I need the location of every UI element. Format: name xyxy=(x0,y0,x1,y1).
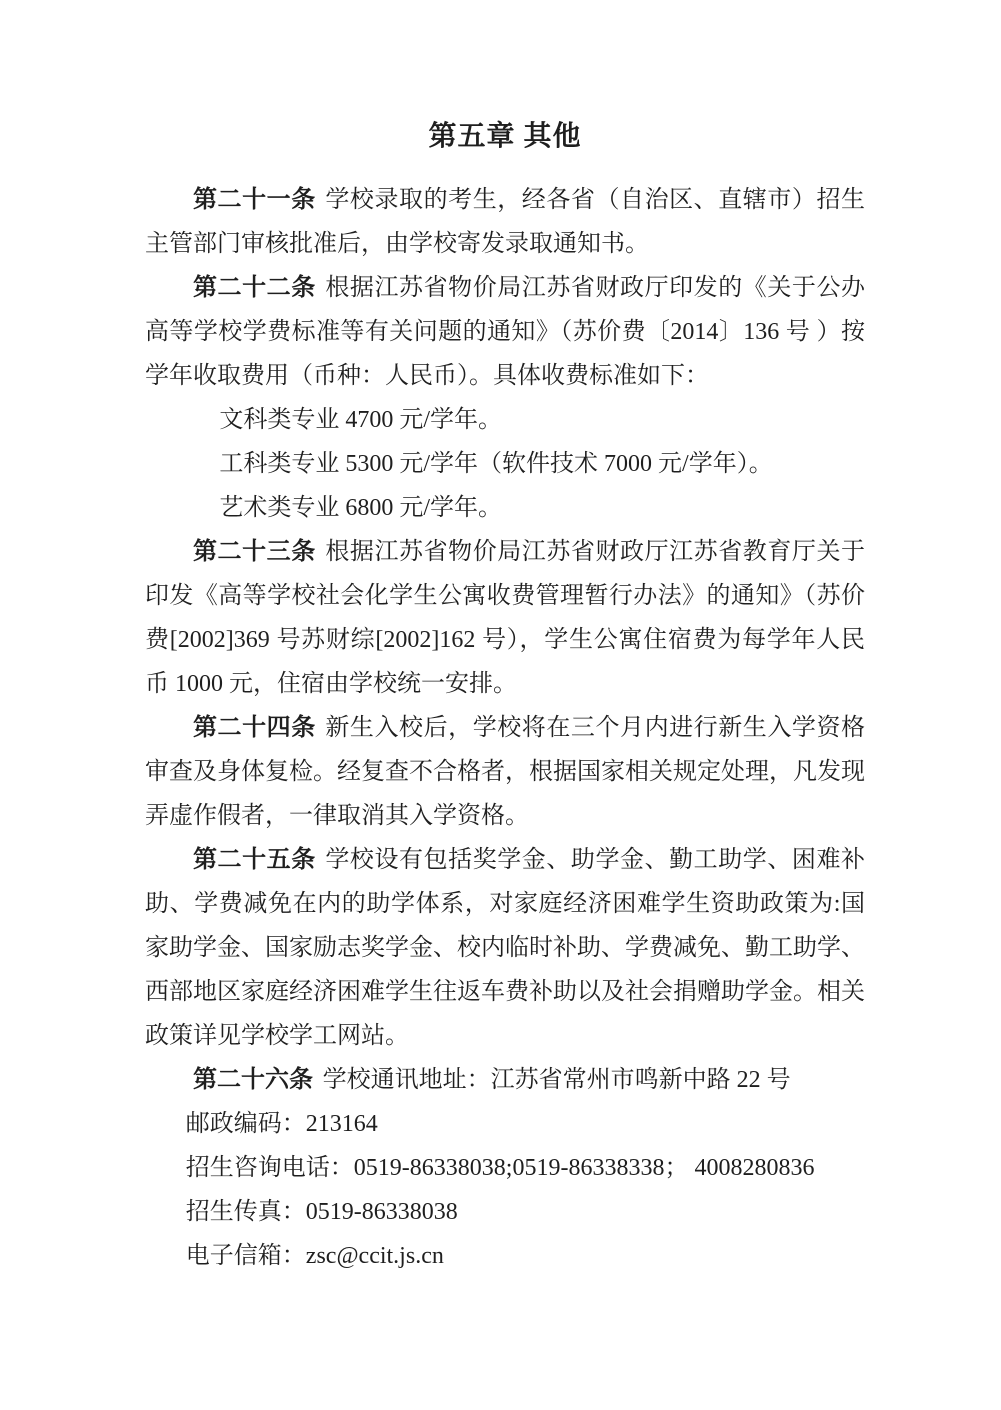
article-21-number: 第二十一条 xyxy=(193,187,316,213)
article-25-text: 学校设有包括奖学金、助学金、勤工助学、困难补助、学费减免在内的助学体系，对家庭经济困难学生资助政策为:国家助学金、国家励志奖学金、校内临时补助、学费减免、勤工助学、西部地区家庭经济困难学生往返车费补助以及社会捐赠助学金。相关政策详见学校学工网站。 xyxy=(145,847,866,1049)
admission-fax-text: 招生传真：0519-86338038 xyxy=(185,1199,458,1225)
article-23-text: 根据江苏省物价局江苏省财政厅江苏省教育厅关于印发《高等学校社会化学生公寓收费管理暂行办法》的通知》（苏价费[2002]369 号苏财综[2002]162 号），学生公寓住宿费为每学年人民币 1000 元，住宿由学校统一安排。 xyxy=(145,539,866,697)
article-25-number: 第二十五条 xyxy=(193,847,316,873)
article-23-number: 第二十三条 xyxy=(193,539,316,565)
article-25 xyxy=(145,838,865,1058)
email-line xyxy=(145,1234,865,1278)
fee-line-liberal-arts xyxy=(145,398,865,442)
email-text: 电子信箱：zsc@ccit.js.cn xyxy=(185,1243,444,1269)
fee-line-arts xyxy=(145,486,865,530)
document-page xyxy=(145,112,865,1278)
postal-code-line xyxy=(145,1102,865,1146)
article-26-text: 学校通讯地址：江苏省常州市鸣新中路 22 号 xyxy=(322,1067,791,1093)
article-21 xyxy=(145,178,865,266)
article-24-text: 新生入校后，学校将在三个月内进行新生入学资格审查及身体复检。经复查不合格者，根据国家相关规定处理，凡发现弄虚作假者，一律取消其入学资格。 xyxy=(145,715,866,829)
fee-line-arts-text: 艺术类专业 6800 元/学年。 xyxy=(219,495,503,521)
chapter-title: 第五章 其他 xyxy=(428,121,582,152)
postal-code-text: 邮政编码：213164 xyxy=(185,1111,378,1137)
article-24-number: 第二十四条 xyxy=(193,715,316,741)
article-21-text: 学校录取的考生，经各省（自治区、直辖市）招生主管部门审核批准后，由学校寄发录取通知书。 xyxy=(145,187,866,257)
article-22 xyxy=(145,266,865,398)
article-23 xyxy=(145,530,865,706)
article-22-number: 第二十二条 xyxy=(193,275,316,301)
admission-fax-line xyxy=(145,1190,865,1234)
article-22-text: 根据江苏省物价局江苏省财政厅印发的《关于公办高等学校学费标准等有关问题的通知》（苏价费〔2014〕136 号 ）按学年收取费用（币种：人民币）。具体收费标准如下： xyxy=(145,275,866,389)
article-24 xyxy=(145,706,865,838)
fee-line-liberal-arts-text: 文科类专业 4700 元/学年。 xyxy=(219,407,503,433)
article-26-number: 第二十六条 xyxy=(193,1067,313,1093)
admission-phone-text: 招生咨询电话：0519-86338038;0519-86338338； 4008280836 xyxy=(185,1155,815,1181)
article-26 xyxy=(145,1058,865,1102)
fee-line-engineering xyxy=(145,442,865,486)
fee-line-engineering-text: 工科类专业 5300 元/学年（软件技术 7000 元/学年）。 xyxy=(219,451,773,477)
admission-phone-line xyxy=(145,1146,865,1190)
